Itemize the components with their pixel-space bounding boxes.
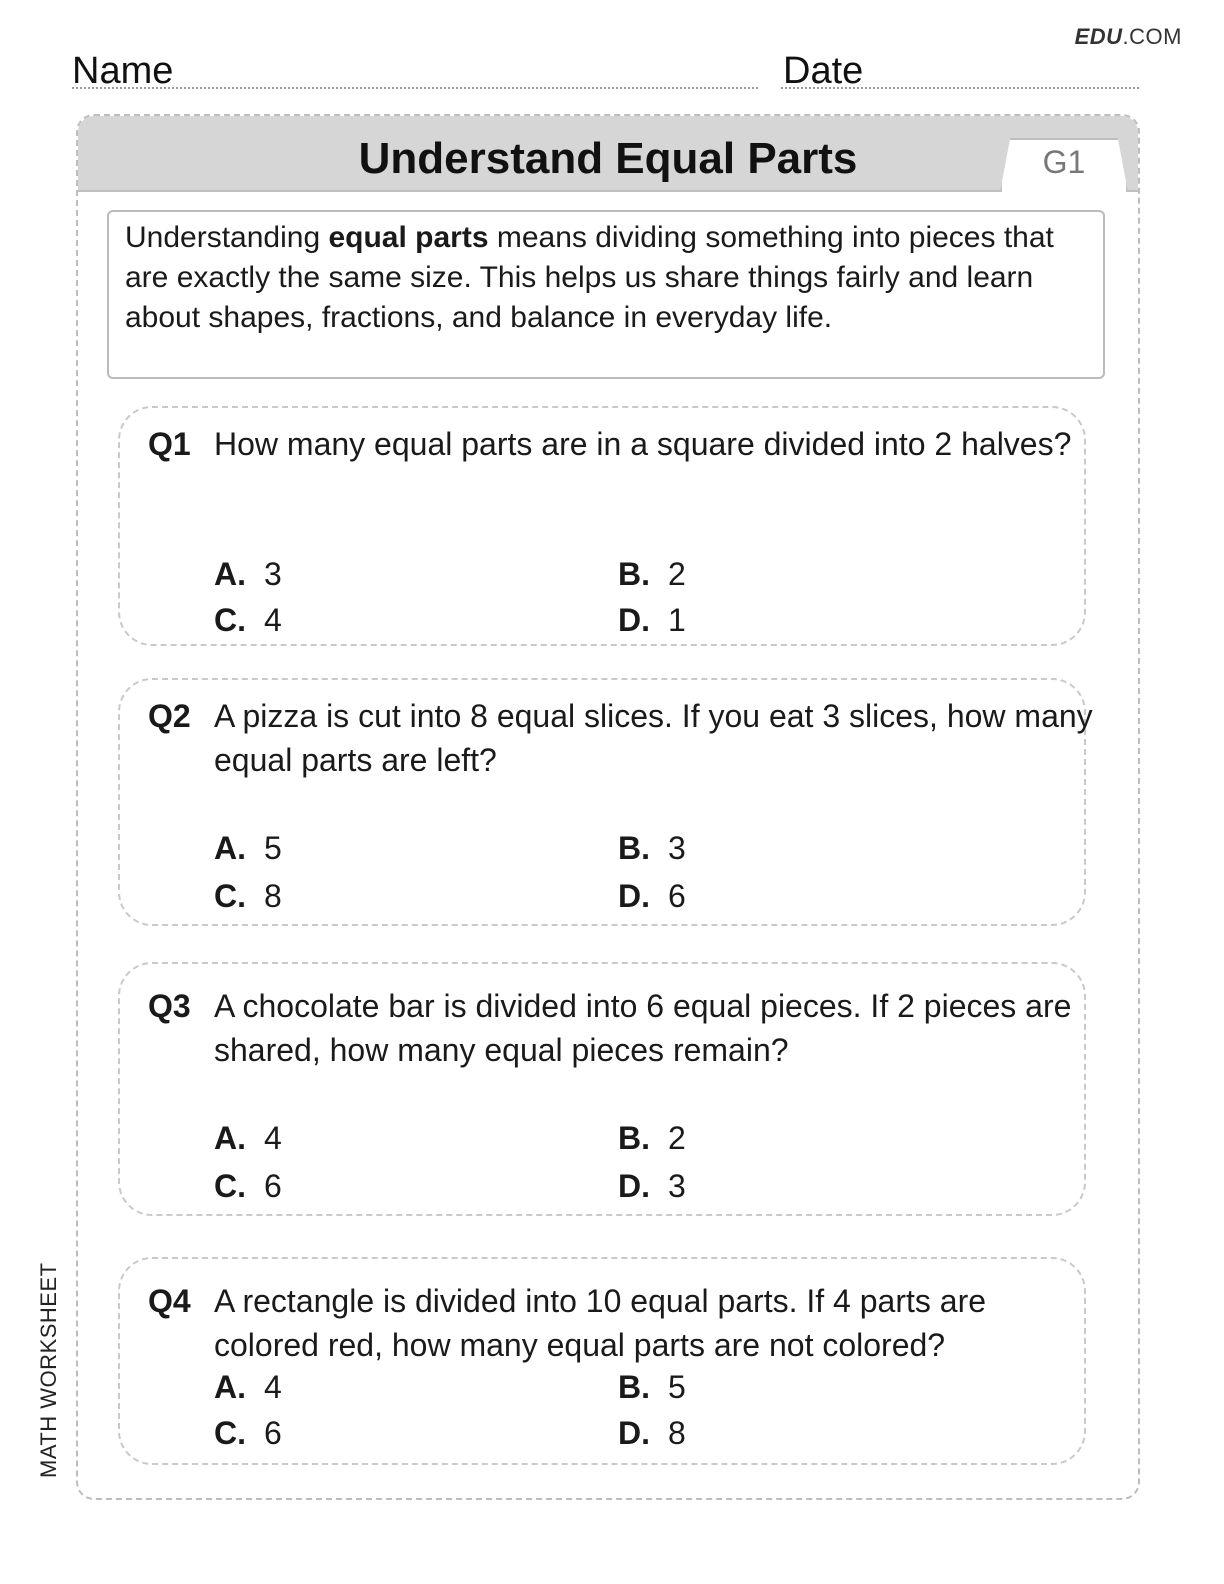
option-c[interactable]: C. 8 (214, 878, 282, 914)
option-b[interactable]: B. 2 (618, 556, 686, 592)
option-a[interactable]: A. 5 (214, 830, 282, 866)
question-number: Q4 (148, 1283, 191, 1319)
question-card-q1 (118, 406, 1086, 646)
page-title: Understand Equal Parts (358, 134, 858, 183)
intro-box: Understanding equal parts means dividing something into pieces that are exactly the same size. This helps us share things fairly and learn about shapes, fractions, and balance in everyday life. (107, 210, 1105, 379)
side-label: MATH WORKSHEET (36, 1262, 61, 1478)
question-number: Q2 (148, 698, 191, 734)
option-d[interactable]: D. 8 (618, 1415, 686, 1451)
name-field-line[interactable] (72, 87, 758, 89)
option-d[interactable]: D. 1 (618, 602, 686, 638)
question-number: Q3 (148, 988, 191, 1024)
option-a[interactable]: A. 3 (214, 556, 282, 592)
option-c[interactable]: C. 6 (214, 1168, 282, 1204)
question-card-q2 (118, 678, 1093, 926)
question-text: How many equal parts are in a square divided into 2 halves? (214, 426, 1072, 462)
date-field-line[interactable] (781, 87, 1139, 89)
option-a[interactable]: A. 4 (214, 1369, 282, 1405)
question-text: A pizza is cut into 8 equal slices. If you eat 3 slices, how many equal parts are left? (214, 698, 1093, 778)
option-d[interactable]: D. 6 (618, 878, 686, 914)
question-number: Q1 (148, 426, 191, 462)
date-label: Date (783, 50, 864, 92)
question-card-q3 (118, 962, 1086, 1216)
question-text: A rectangle is divided into 10 equal parts. If 4 parts are colored red, how many equal parts are not colored? (214, 1283, 987, 1363)
option-b[interactable]: B. 3 (618, 830, 686, 866)
brand-logo: EDU.COM (1074, 24, 1182, 49)
option-c[interactable]: C. 4 (214, 602, 282, 638)
option-d[interactable]: D. 3 (618, 1168, 686, 1204)
option-b[interactable]: B. 2 (618, 1120, 686, 1156)
question-card-q4 (118, 1257, 1086, 1465)
option-c[interactable]: C. 6 (214, 1415, 282, 1451)
grade-label: G1 (1042, 144, 1086, 180)
question-text: A chocolate bar is divided into 6 equal pieces. If 2 pieces are shared, how many equal pieces remain? (214, 988, 1072, 1068)
option-a[interactable]: A. 4 (214, 1120, 282, 1156)
option-b[interactable]: B. 5 (618, 1369, 686, 1405)
name-label: Name (72, 50, 174, 92)
